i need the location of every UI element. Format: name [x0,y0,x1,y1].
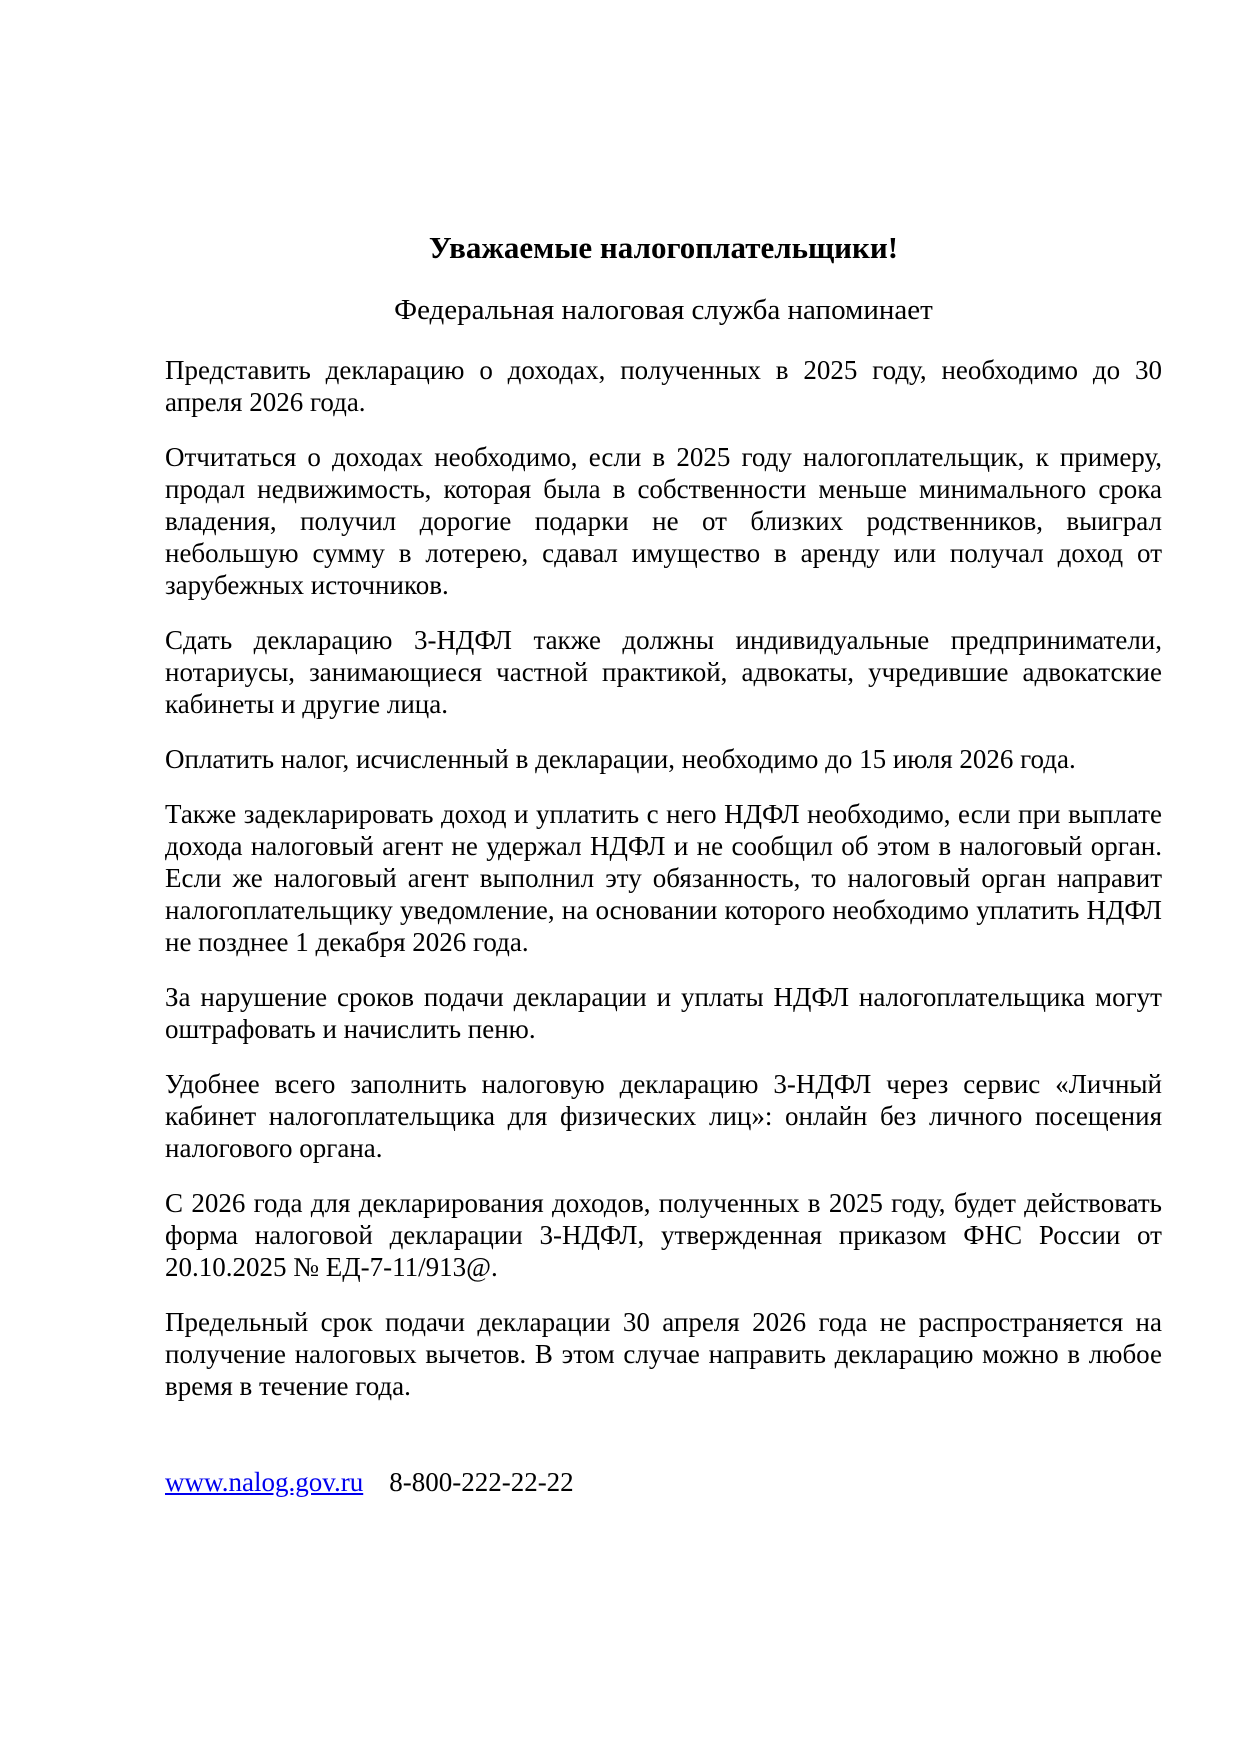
paragraph-payment-deadline: Оплатить налог, исчисленный в декларации, необходимо до 15 июля 2026 года. [165,744,1076,774]
paragraph-tax-agent-notification: Также задекларировать доход и уплатить с него НДФЛ необходимо, если при выплате дохода налоговый агент не удержал НДФЛ и не сообщил об этом в налоговый орган. Если же налоговый агент выполнил эту обязанность, то налоговый орган направит налогоплательщику уведомление, на основании которого необходимо уплатить НДФЛ не позднее 1 декабря 2026 года. [165,799,1162,957]
hotline-phone-number: 8-800-222-22-22 [389,1467,574,1497]
paragraph-penalties: За нарушение сроков подачи декларации и уплаты НДФЛ налогоплательщика могут оштрафовать и начислить пеню. [165,982,1162,1044]
nalog-website-link[interactable]: www.nalog.gov.ru [165,1467,364,1497]
document-title: Уважаемые налогоплательщики! [428,230,899,265]
paragraph-declaration-deadline: Представить декларацию о доходах, полученных в 2025 году, необходимо до 30 апреля 2026 года. [165,355,1162,417]
paragraph-new-declaration-form: С 2026 года для декларирования доходов, полученных в 2025 году, будет действовать форма налоговой декларации 3-НДФЛ, утвержденная приказом ФНС России от 20.10.2025 № ЕД-7-11/913@. [165,1188,1162,1282]
paragraph-tax-deductions-anytime: Предельный срок подачи декларации 30 апреля 2026 года не распространяется на получение налоговых вычетов. В этом случае направить декларацию можно в любое время в течение года. [165,1307,1162,1401]
paragraph-3ndfl-entrepreneurs: Сдать декларацию 3-НДФЛ также должны индивидуальные предприниматели, нотариусы, занимающиеся частной практикой, адвокаты, учредившие адвокатские кабинеты и другие лица. [165,625,1162,719]
paragraph-who-must-report: Отчитаться о доходах необходимо, если в 2025 году налогоплательщик, к примеру, продал недвижимость, которая была в собственности меньше минимального срока владения, получил дорогие подарки не от близких родственников, выиграл небольшую сумму в лотерею, сдавал имущество в аренду или получал доход от зарубежных источников. [165,442,1162,600]
document-subtitle: Федеральная налоговая служба напоминает [394,294,933,326]
document-footer [165,1466,1162,1498]
paragraph-personal-account-service: Удобнее всего заполнить налоговую декларацию 3-НДФЛ через сервис «Личный кабинет налогоплательщика для физических лиц»: онлайн без личного посещения налогового органа. [165,1069,1162,1163]
